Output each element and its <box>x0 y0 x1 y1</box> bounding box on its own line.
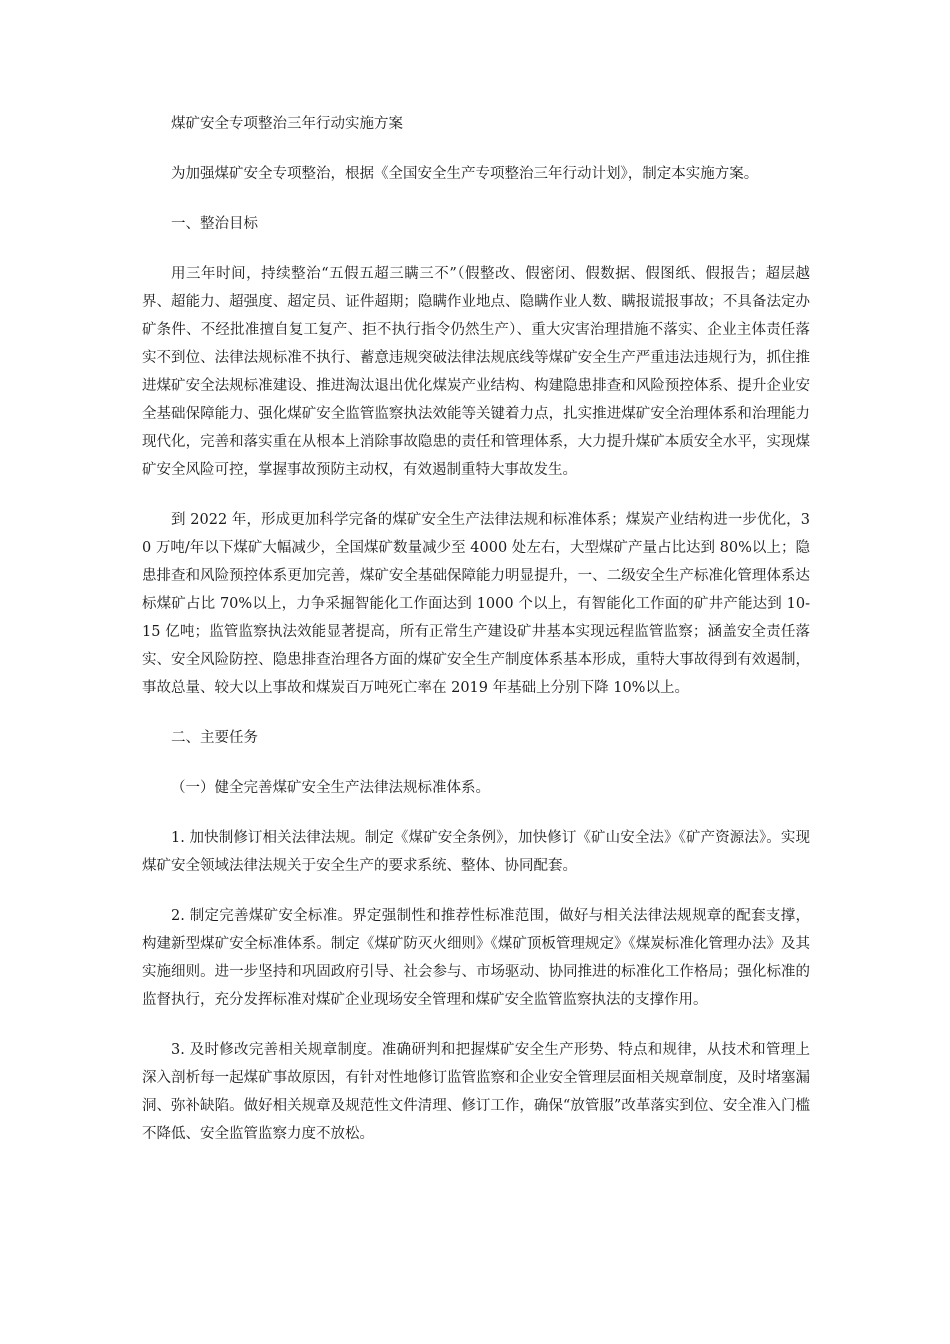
task-item-2: 2. 制定完善煤矿安全标准。界定强制性和推荐性标准范围，做好与相关法律法规规章的配套支撑，构建新型煤矿安全标准体系。制定《煤矿防灭火细则》《煤矿顶板管理规定》《煤炭标准化管理办法》及其实施细则。进一步坚持和巩固政府引导、社会参与、市场驱动、协同推进的标准化工作格局；强化标准的监督执行，充分发挥标准对煤矿企业现场安全管理和煤矿安全监管监察执法的支撑作用。 <box>142 908 810 1008</box>
task-item-1: 1. 加快制修订相关法律法规。制定《煤矿安全条例》，加快修订《矿山安全法》《矿产资源法》。实现煤矿安全领域法律法规关于安全生产的要求系统、整体、协同配套。 <box>142 830 810 874</box>
document-title: 煤矿安全专项整治三年行动实施方案 <box>171 116 403 132</box>
intro-paragraph: 为加强煤矿安全专项整治，根据《全国安全生产专项整治三年行动计划》，制定本实施方案。 <box>171 166 759 182</box>
section-heading-tasks: 二、主要任务 <box>171 730 258 746</box>
subsection-heading-legal-system: （一）健全完善煤矿安全生产法律法规标准体系。 <box>171 780 490 796</box>
section-heading-goals: 一、整治目标 <box>171 216 258 232</box>
task-item-3: 3. 及时修改完善相关规章制度。准确研判和把握煤矿安全生产形势、特点和规律，从技术和管理上深入剖析每一起煤矿事故原因，有针对性地修订监管监察和企业安全管理层面相关规章制度，及时堵塞漏洞、弥补缺陷。做好相关规章及规范性文件清理、修订工作，确保“放管服”改革落实到位、安全准入门槛不降低、安全监管监察力度不放松。 <box>142 1042 810 1142</box>
goals-paragraph-1: 用三年时间，持续整治“五假五超三瞒三不”（假整改、假密闭、假数据、假图纸、假报告；超层越界、超能力、超强度、超定员、证件超期；隐瞒作业地点、隐瞒作业人数、瞒报谎报事故；不具备法定办矿条件、不经批准擅自复工复产、拒不执行指令仍然生产）、重大灾害治理措施不落实、企业主体责任落实不到位、法律法规标准不执行、蓄意违规突破法律法规底线等煤矿安全生产严重违法违规行为，抓住推进煤矿安全法规标准建设、推进淘汰退出优化煤炭产业结构、构建隐患排查和风险预控体系、提升企业安全基础保障能力、强化煤矿安全监管监察执法效能等关键着力点，扎实推进煤矿安全治理体系和治理能力现代化，完善和落实重在从根本上消除事故隐患的责任和管理体系，大力提升煤矿本质安全水平，实现煤矿安全风险可控，掌握事故预防主动权，有效遏制重特大事故发生。 <box>142 266 810 478</box>
goals-paragraph-2: 到 2022 年，形成更加科学完备的煤矿安全生产法律法规和标准体系；煤炭产业结构进一步优化，30 万吨/年以下煤矿大幅减少，全国煤矿数量减少至 4000 处左右，大型煤矿产量占比达到 80%以上；隐患排查和风险预控体系更加完善，煤矿安全基础保障能力明显提升，一、二级安全生产标准化管理体系达标煤矿占比 70%以上，力争采掘智能化工作面达到 1000 个以上，有智能化工作面的矿井产能达到 10-15 亿吨；监管监察执法效能显著提高，所有正常生产建设矿井基本实现远程监管监察；涵盖安全责任落实、安全风险防控、隐患排查治理各方面的煤矿安全生产制度体系基本形成，重特大事故得到有效遏制，事故总量、较大以上事故和煤炭百万吨死亡率在 2019 年基础上分别下降 10%以上。 <box>142 512 810 696</box>
document-body <box>142 110 810 1170</box>
